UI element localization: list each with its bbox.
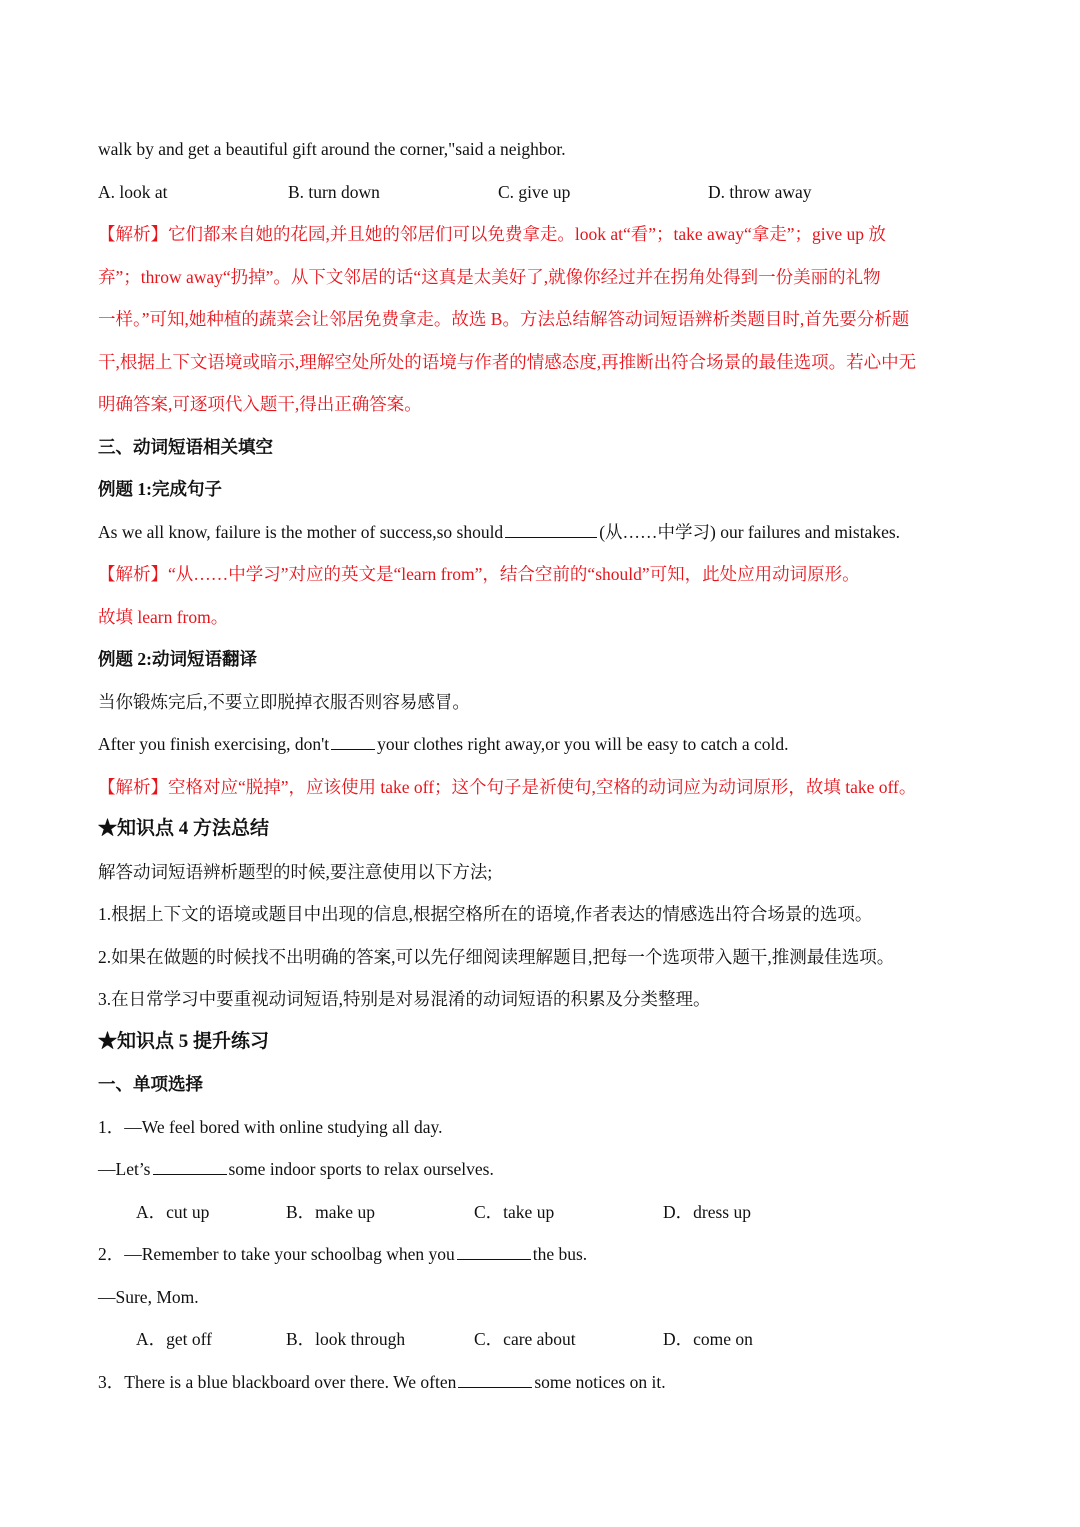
option-c: C．take up bbox=[474, 1201, 555, 1222]
option-c: C. give up bbox=[498, 181, 571, 202]
option-a: A. look at bbox=[98, 181, 168, 202]
section-heading-3: 三、动词短语相关填空 bbox=[98, 436, 273, 457]
option-a: A．cut up bbox=[136, 1201, 210, 1222]
example-1-sentence bbox=[98, 511, 988, 554]
analysis-line: 故填 learn from。 bbox=[98, 606, 229, 627]
analysis-block-1 bbox=[98, 213, 988, 426]
analysis-line: 一样。”可知,她种植的蔬菜会让邻居免费拿走。故选 B。方法总结解答动词短语辨析类题目时,首先要分析题 bbox=[98, 309, 910, 329]
analysis-line: 【解析】“从……中学习”对应的英文是“learn from”，结合空前的“should”可知，此处应用动词原形。 bbox=[98, 564, 860, 584]
analysis-line: 明确答案,可逐项代入题干,得出正确答案。 bbox=[98, 394, 422, 414]
fill-blank bbox=[458, 1371, 532, 1388]
q1-after: some indoor sports to relax ourselves. bbox=[228, 1159, 494, 1179]
option-b: B. turn down bbox=[288, 181, 380, 202]
example-2-chinese: 当你锻炼完后,不要立即脱掉衣服否则容易感冒。 bbox=[98, 691, 470, 712]
knowledge-point-5-title: ★知识点 5 提升练习 bbox=[98, 1030, 270, 1052]
q3-before: 3．There is a blue blackboard over there. We often bbox=[98, 1371, 457, 1392]
question-options bbox=[98, 171, 988, 214]
q1-options bbox=[98, 1191, 988, 1234]
q2-options bbox=[98, 1318, 988, 1361]
example-2-after: your clothes right away,or you will be easy to catch a cold. bbox=[377, 734, 789, 754]
option-b: B．look through bbox=[286, 1329, 406, 1349]
kp4-intro: 解答动词短语辨析题型的时候,要注意使用以下方法; bbox=[98, 861, 493, 882]
option-b: B．make up bbox=[286, 1201, 375, 1222]
q2-before: 2．—Remember to take your schoolbag when you bbox=[98, 1244, 455, 1264]
option-a: A．get off bbox=[136, 1329, 212, 1349]
analysis-line: 【解析】空格对应“脱掉”，应该使用 take off；这个句子是祈使句,空格的动词应为动词原形，故填 take off。 bbox=[98, 776, 917, 797]
q3-after: some notices on it. bbox=[534, 1371, 666, 1392]
q1-line-1: 1．—We feel bored with online studying all day. bbox=[98, 1116, 443, 1137]
option-d: D. throw away bbox=[708, 181, 812, 202]
example-1-title: 例题 1:完成句子 bbox=[98, 479, 222, 499]
kp4-item: 2.如果在做题的时候找不出明确的答案,可以先仔细阅读理解题目,把每一个选项带入题干,推测最佳选项。 bbox=[98, 946, 895, 967]
kp4-item: 3.在日常学习中要重视动词短语,特别是对易混淆的动词短语的积累及分类整理。 bbox=[98, 989, 711, 1009]
q2-line-1 bbox=[98, 1233, 988, 1276]
example-2-before: After you finish exercising, don't bbox=[98, 734, 330, 754]
kp4-item: 1.根据上下文的语境或题目中出现的信息,根据空格所在的语境,作者表达的情感选出符合场景的选项。 bbox=[98, 904, 873, 924]
q3-line bbox=[98, 1361, 988, 1404]
example-2-sentence bbox=[98, 723, 988, 766]
example-1-after: (从……中学习) our failures and mistakes. bbox=[599, 521, 901, 542]
option-d: D．dress up bbox=[663, 1201, 751, 1222]
fill-blank bbox=[457, 1243, 531, 1260]
option-c: C．care about bbox=[474, 1329, 576, 1349]
q2-after: the bus. bbox=[532, 1244, 588, 1264]
analysis-line: 弃”；throw away“扔掉”。从下文邻居的话“这真是太美好了,就像你经过并在拐角处得到一份美丽的礼物 bbox=[98, 266, 881, 287]
fill-blank bbox=[153, 1158, 227, 1175]
question-stem-tail: walk by and get a beautiful gift around the corner,"said a neighbor. bbox=[98, 139, 566, 159]
fill-blank bbox=[331, 733, 375, 750]
example-2-title: 例题 2:动词短语翻译 bbox=[98, 649, 257, 669]
knowledge-point-4-title: ★知识点 4 方法总结 bbox=[98, 818, 270, 839]
document-page bbox=[98, 128, 988, 1403]
fill-blank bbox=[505, 521, 597, 538]
example-1-before: As we all know, failure is the mother of success,so should bbox=[98, 521, 504, 542]
q1-line-2 bbox=[98, 1148, 988, 1191]
analysis-line: 【解析】它们都来自她的花园,并且她的邻居们可以免费拿走。look at“看”；take away“拿走”；give up 放 bbox=[98, 224, 886, 244]
analysis-line: 干,根据上下文语境或暗示,理解空处所处的语境与作者的情感态度,再推断出符合场景的最佳选项。若心中无 bbox=[98, 351, 917, 372]
q1-before: —Let’s bbox=[98, 1159, 151, 1179]
option-d: D．come on bbox=[663, 1329, 753, 1349]
section-heading-1: 一、单项选择 bbox=[98, 1074, 203, 1094]
q2-line-2: —Sure, Mom. bbox=[98, 1286, 199, 1307]
